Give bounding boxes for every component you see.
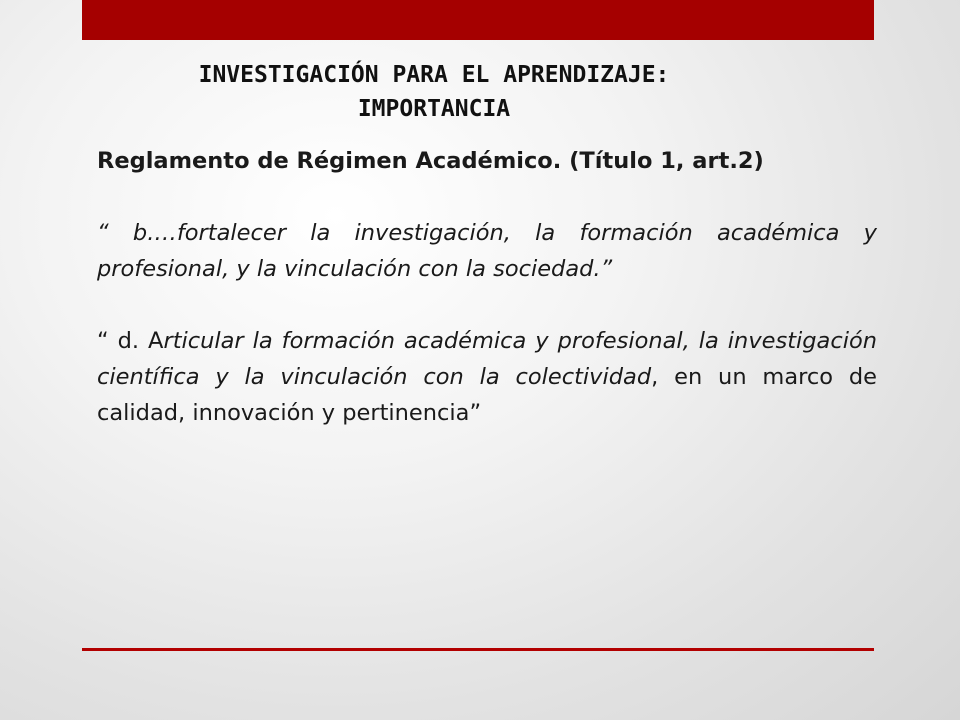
regulation-heading: Reglamento de Régimen Académico. (Título 1, art.2) [97, 148, 764, 174]
quote-d-italic: rticular la formación académica y profesional, la investigación científica y la vinculación con la colectividad [97, 328, 877, 390]
quote-b [97, 215, 877, 287]
quote-d-rest: , en un marco de calidad, innovación y pertinencia” [97, 364, 877, 426]
slide-title [84, 58, 784, 126]
quote-b-text: “ b.…fortalecer la investigación, la formación académica y profesional, y la vinculación con la sociedad.” [97, 220, 877, 282]
top-accent-bar [82, 0, 874, 40]
slide-body [97, 143, 877, 431]
bottom-accent-rule [82, 648, 874, 651]
quote-d-open: “ d. A [97, 328, 164, 354]
slide-title-line-1: INVESTIGACIÓN PARA EL APRENDIZAJE: [198, 62, 670, 88]
quote-d [97, 323, 877, 431]
slide-title-line-2: IMPORTANCIA [357, 96, 511, 122]
